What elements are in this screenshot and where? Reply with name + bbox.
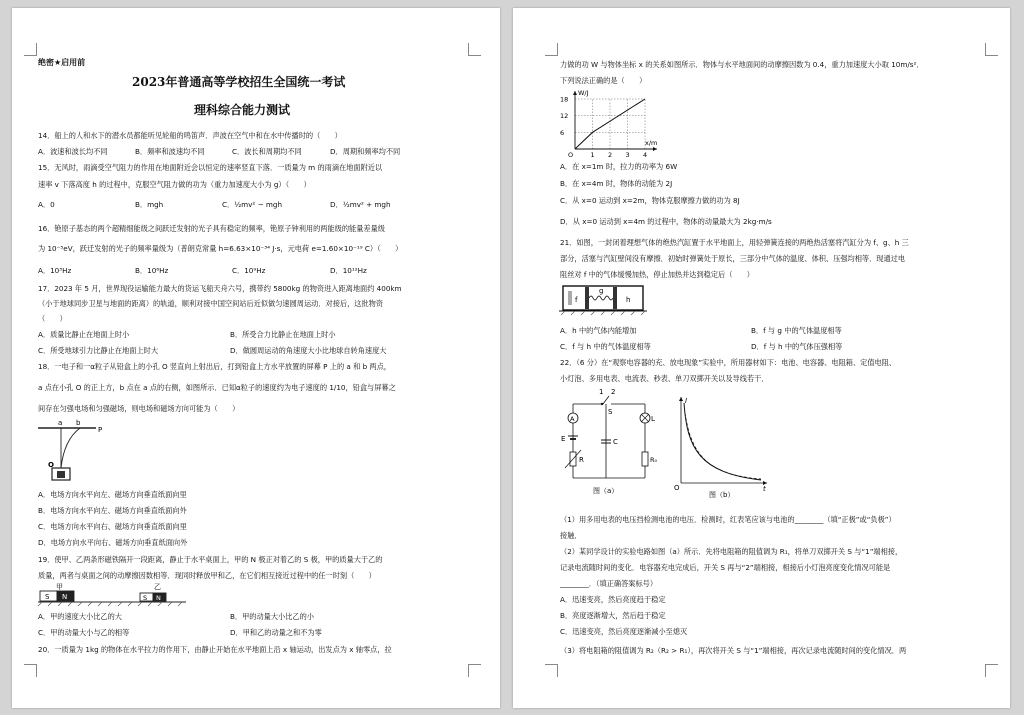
q21-line3: 阻丝对 f 中的气体缓慢加热，停止加热并达到稳定后（ ） — [560, 270, 754, 279]
x-tick-label: 4 — [643, 151, 648, 157]
q21-cylinder-figure — [559, 283, 649, 317]
x-tick-label: 1 — [590, 151, 595, 157]
q16-option-d: D．10¹²Hz — [330, 266, 367, 275]
q20-option-d: D．从 x=0 运动到 x=4m 的过程中，物体的动量最大为 2kg·m/s — [560, 217, 772, 226]
q16-line2: 为 10⁻⁵eV，跃迁发射的光子的频率量级为（普朗克常量 h=6.63×10⁻³⁴ J·s，元电荷 e=1.60×10⁻¹⁹ C）（ ） — [38, 244, 403, 253]
origin-label: O — [674, 484, 680, 492]
magnet-jia-label: 甲 — [56, 583, 63, 591]
x-axis-arrow — [653, 147, 657, 151]
crop-mark — [468, 43, 481, 56]
q20-option-c: C．从 x=0 运动到 x=2m，物体克服摩擦力做的功为 8J — [560, 196, 740, 205]
battery-e-label: E — [561, 435, 566, 443]
q19-line2: 质量，两者与桌面之间的动摩擦因数相等．现同时释放甲和乙，在它们相互接近过程中的任一时刻（ ） — [38, 571, 376, 580]
q16-option-c: C．10⁹Hz — [232, 266, 266, 275]
q14-option-d: D．周期和频率均不同 — [330, 147, 401, 156]
point-b-label: b — [76, 419, 81, 427]
q21-option-d: D．f 与 h 中的气体压强相等 — [751, 342, 843, 351]
piston-left — [585, 287, 589, 309]
crop-mark — [24, 43, 37, 56]
q14-stem: 14．船上的人和水下的潜水员都能听见轮船的鸣笛声．声波在空气中和在水中传播时的（ ） — [38, 131, 342, 140]
q17-line3: （ ） — [38, 314, 67, 323]
capacitor-c-label: C — [613, 438, 618, 446]
q18-option-c: C．电场方向水平向右、磁场方向垂直纸面向里 — [38, 522, 187, 531]
i-axis-label: I — [685, 397, 688, 405]
q15-option-a: A．0 — [38, 200, 55, 209]
confidential-mark: 绝密★启用前 — [38, 58, 86, 67]
figure-a-caption: 图（a） — [593, 487, 619, 495]
q14-option-b: B．频率和波速均不同 — [135, 147, 205, 156]
y-tick-label: 6 — [560, 128, 565, 137]
q15-option-c: C．½mv² − mgh — [222, 200, 283, 209]
q18-option-d: D．电场方向水平向右、磁场方向垂直纸面向外 — [38, 538, 188, 547]
q21-line2: 部分，活塞与汽缸壁间没有摩擦．初始时弹簧处于原长，三部分中气体的温度、体积、压强均相等．现通过电 — [560, 254, 906, 263]
yi-n-pole: N — [156, 594, 161, 602]
yi-s-pole: S — [143, 594, 148, 602]
rheostat-r-label: R — [579, 456, 584, 464]
lamp-l-label: L — [651, 415, 655, 423]
q20-work-chart — [557, 87, 663, 157]
q20-line2: 力做的功 W 与物体坐标 x 的关系如图所示．物体与水平地面间的动摩擦因数为 0.4，重力加速度大小取 10m/s²． — [560, 60, 924, 69]
current-curve-solid — [684, 403, 761, 480]
i-axis-arrow — [679, 397, 683, 401]
q17-option-a: A．质量比静止在地面上时小 — [38, 330, 130, 339]
q22-part2-line3: ________．（填正确答案标号） — [560, 579, 658, 588]
q22-part1-line2: 接触． — [560, 531, 582, 540]
x-tick-label: 3 — [625, 151, 630, 157]
chamber-f-label: f — [575, 296, 578, 304]
terminal-1-label: 1 — [599, 388, 604, 396]
magnet-yi-label: 乙 — [154, 583, 161, 591]
screen-p-label: P — [98, 426, 103, 434]
crop-mark — [985, 664, 998, 677]
crop-mark — [985, 43, 998, 56]
q20-line3: 下列说法正确的是（ ） — [560, 76, 647, 85]
q22-part1-line1: （1）用多用电表的电压挡检测电池的电压．检测时，红表笔应该与电池的________（填“正极”或“负极”） — [560, 515, 896, 524]
q20-option-b: B．在 x=4m 时，物体的动能为 2J — [560, 179, 673, 188]
q22-option-c: C．迅速变亮，然后亮度逐渐减小至熄灭 — [560, 627, 688, 636]
q19-line1: 19．使甲、乙两条形磁铁隔开一段距离，静止于水平桌面上，甲的 N 极正对着乙的 S 极，甲的质量大于乙的 — [38, 555, 383, 564]
exam-subtitle: 理科综合能力测试 — [194, 103, 291, 117]
x-tick-label: O — [568, 151, 574, 157]
x-tick-label: 2 — [608, 151, 613, 157]
q18-option-b: B．电场方向水平向左、磁场方向垂直纸面向外 — [38, 506, 187, 515]
q14-option-a: A．波速和波长均不同 — [38, 147, 108, 156]
ground-hatching — [561, 311, 645, 315]
q16-option-a: A．10³Hz — [38, 266, 72, 275]
q15-option-b: B．mgh — [135, 200, 164, 209]
y-tick-labels — [560, 96, 568, 137]
q15-line1: 15．无风时，雨滴受空气阻力的作用在地面附近会以恒定的速率竖直下落．一质量为 m 的雨滴在地面附近以 — [38, 163, 383, 172]
q19-figure — [36, 581, 196, 607]
chamber-g-label: g — [599, 287, 604, 295]
switch-top-wires — [573, 396, 645, 404]
hole-o-label: O — [48, 461, 54, 469]
q16-option-b: B．10⁶Hz — [135, 266, 169, 275]
spring — [589, 296, 613, 300]
q19-option-c: C．甲的动量大小与乙的相等 — [38, 628, 130, 637]
t-axis-label: t — [763, 485, 766, 493]
y-tick-label: 18 — [560, 95, 569, 104]
q22-option-a: A．迅速变亮，然后亮度趋于稳定 — [560, 595, 666, 604]
q17-option-d: D．做圆周运动的角速度大小比地球自转角速度大 — [230, 346, 387, 355]
q19-option-a: A．甲的速度大小比乙的大 — [38, 612, 122, 621]
q18-figure — [36, 418, 126, 484]
q21-line1: 21．如图，一封闭着理想气体的绝热汽缸置于水平地面上，用轻弹簧连接的两绝热活塞将汽缸分为 f、g、h 三 — [560, 238, 909, 247]
ammeter-label: A — [570, 415, 575, 423]
chart-grid — [575, 99, 645, 149]
jia-s-pole: S — [45, 593, 50, 601]
alpha-path — [61, 428, 80, 468]
exam-title: 2023年普通高等学校招生全国统一考试 — [132, 75, 346, 89]
q18-option-a: A．电场方向水平向左、磁场方向垂直纸面向里 — [38, 490, 187, 499]
figure-b-caption: 图（b） — [709, 491, 735, 498]
q15-line2: 速率 v 下落高度 h 的过程中，克服空气阻力做的功为（重力加速度大小为 g）（ ） — [38, 180, 311, 189]
q18-line3: 间存在匀强电场和匀强磁场，则电场和磁场方向可能为（ ） — [38, 404, 240, 413]
q19-option-d: D．甲和乙的动量之和不为零 — [230, 628, 322, 637]
table-hatching — [38, 602, 182, 606]
q21-option-a: A．h 中的气体内能增加 — [560, 326, 637, 335]
point-a-label: a — [58, 419, 63, 427]
x-axis-label: x/m — [645, 139, 658, 147]
q21-option-c: C．f 与 h 中的气体温度相等 — [560, 342, 651, 351]
crop-mark — [468, 664, 481, 677]
q19-option-b: B．甲的动量大小比乙的小 — [230, 612, 314, 621]
piston-right — [613, 287, 617, 309]
q20-line1: 20．一质量为 1kg 的物体在水平拉力的作用下，由静止开始在水平地面上沿 x 轴运动，出发点为 x 轴零点，拉 — [38, 645, 392, 654]
crop-mark — [24, 664, 37, 677]
fixed-resistor-icon — [642, 452, 648, 466]
q22-part2-line1: （2）某同学设计的实验电路如图（a）所示．先将电阻箱的阻值调为 R₁，将单刀双掷开关 S 与“1”端相接， — [560, 547, 903, 556]
q22-current-figure-b — [671, 393, 771, 498]
q17-line1: 17．2023 年 5 月，世界现役运输能力最大的货运飞船天舟六号，携带约 5800kg 的物资进入距离地面约 400km — [38, 284, 402, 293]
q22-part2-line2: 记录电流随时间的变化．电容器充电完成后，开关 S 再与“2”端相接，相接后小灯泡亮度变化情况可能是 — [560, 563, 891, 572]
y-axis-label: W/J — [578, 89, 589, 97]
q18-line1: 18．一电子和一α粒子从铅盒上的小孔 O 竖直向上射出后，打到铅盒上方水平放置的屏幕 P 上的 a 和 b 两点， — [38, 362, 391, 371]
q20-option-a: A．在 x=1m 时，拉力的功率为 6W — [560, 162, 678, 171]
fixed-resistor-label: R₀ — [650, 456, 658, 464]
q18-line2: a 点在小孔 O 的正上方，b 点在 a 点的右侧，如图所示．已知α粒子的速度约为电子速度的 1/10，铅盒与屏幕之 — [38, 383, 396, 392]
switch-contact — [601, 403, 603, 405]
left-page — [12, 8, 500, 708]
q22-line1: 22．（6 分）在“观察电容器的充、放电现象”实验中，所用器材如下：电池、电容器、电阻箱、定值电阻、 — [560, 358, 897, 367]
crop-mark — [545, 664, 558, 677]
q14-option-c: C．波长和周期均不同 — [232, 147, 302, 156]
switch-s-label: S — [608, 408, 613, 416]
q17-option-c: C．所受地球引力比静止在地面上时大 — [38, 346, 159, 355]
q22-part3-line1: （3）将电阻箱的阻值调为 R₂（R₂ > R₁），再次将开关 S 与“1”端相接，再次记录电流随时间的变化情况．两 — [560, 646, 907, 655]
heating-wire — [569, 291, 571, 305]
q22-circuit-figure-a — [559, 386, 659, 498]
source-block — [57, 471, 65, 478]
jia-n-pole: N — [62, 593, 68, 601]
q17-line2: （小于地球同步卫星与地面的距离）的轨道，顺利对接中国空间站后近似做匀速圆周运动．对接后，这批物资 — [38, 299, 384, 308]
q22-line2: 小灯泡、多用电表、电流表、秒表、单刀双掷开关以及导线若干． — [560, 374, 769, 383]
terminal-2-label: 2 — [611, 388, 616, 396]
crop-mark — [545, 43, 558, 56]
y-axis-arrow — [573, 91, 577, 95]
y-tick-label: 12 — [560, 112, 569, 121]
right-page — [513, 8, 1010, 708]
q22-option-b: B．亮度逐渐增大，然后趋于稳定 — [560, 611, 666, 620]
q15-option-d: D．½mv² + mgh — [330, 200, 391, 209]
q16-line1: 16．铯原子基态的两个超精细能级之间跃迁发射的光子具有稳定的频率，铯原子钟利用的两能级的能量差量级 — [38, 224, 385, 233]
current-curve-dashed — [685, 413, 761, 479]
x-tick-labels — [568, 151, 647, 157]
q17-option-b: B．所受合力比静止在地面上时小 — [230, 330, 336, 339]
chamber-h-label: h — [626, 296, 631, 304]
q21-option-b: B．f 与 g 中的气体温度相等 — [751, 326, 842, 335]
